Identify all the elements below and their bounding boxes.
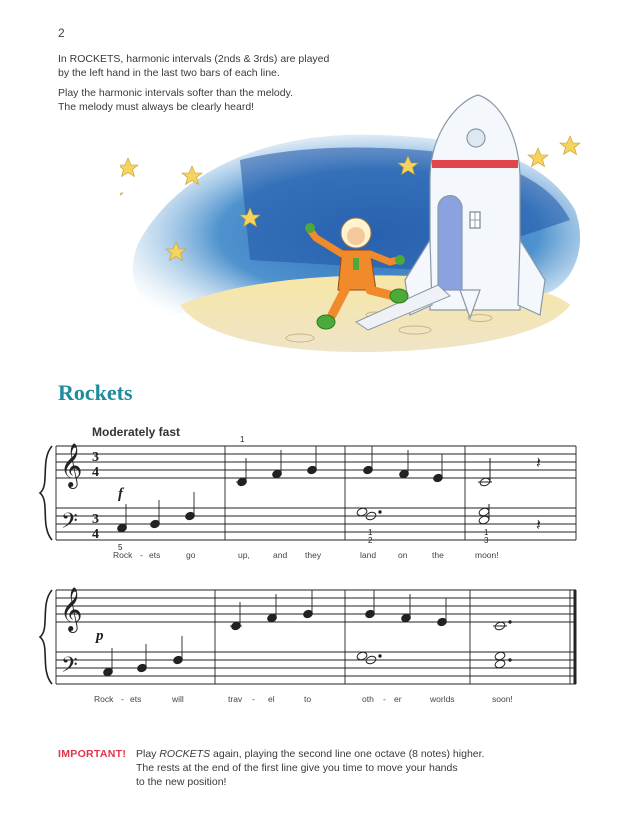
fingering-rh: 1 [240, 435, 245, 444]
fingering-m3-top: 1 [368, 528, 373, 537]
bass-interval-s2-m3 [356, 651, 381, 665]
staff-lines-2 [56, 590, 576, 684]
svg-text:ets: ets [130, 694, 142, 704]
treble-notes-s2-m2 [230, 590, 313, 631]
important-text [136, 747, 556, 789]
svg-text:up,: up, [238, 550, 250, 560]
svg-text:and: and [273, 550, 288, 560]
svg-text:will: will [172, 694, 184, 704]
treble-notes-m3 [363, 446, 444, 483]
page-number: 2 [58, 26, 65, 40]
brace [40, 446, 52, 540]
bass-clef: 𝄢 [61, 509, 78, 539]
time-signature-bottom-bass: 4 [92, 527, 99, 542]
svg-text:worlds: worlds [430, 694, 455, 704]
intro-line-3: Play the harmonic intervals softer than the melody. [58, 87, 294, 99]
tempo-marking: Moderately fast [92, 425, 181, 439]
svg-text:-: - [121, 694, 124, 704]
intro-line-2: by the left hand in the last two bars of each line. [58, 67, 280, 79]
svg-text:oth: oth [362, 694, 374, 704]
treble-clef-2: 𝄞 [60, 587, 83, 631]
fingering-lh: 5 [118, 543, 123, 552]
important-note [58, 747, 485, 788]
important-line-3: to the new position! [136, 776, 227, 788]
intro-line-4: The melody must always be clearly heard! [58, 101, 255, 113]
brace-2 [40, 590, 52, 684]
fingering-m4-top: 1 [484, 528, 489, 537]
svg-text:go: go [186, 550, 196, 560]
rocket-astronaut-illustration [120, 90, 600, 360]
svg-text:-: - [252, 694, 255, 704]
svg-text:the: the [432, 550, 444, 560]
quarter-rest-bass: 𝄽 [536, 515, 541, 534]
svg-text:Rock: Rock [113, 550, 133, 560]
treble-notes-s2-m3 [365, 590, 448, 627]
dynamic-forte: f [118, 486, 123, 502]
bass-interval-m4 [478, 504, 490, 525]
fingering-m3-bottom: 2 [368, 536, 373, 545]
svg-text:el: el [268, 694, 275, 704]
important-line-2: The rests at the end of the first line give you time to move your hands [136, 762, 458, 774]
svg-text:er: er [394, 694, 402, 704]
intro-paragraph-1 [58, 52, 329, 80]
svg-text:-: - [140, 550, 143, 560]
lyrics-2 [94, 694, 513, 704]
svg-text:soon!: soon! [492, 694, 513, 704]
svg-text:to: to [304, 694, 312, 704]
intro-line-1: In ROCKETS, harmonic intervals (2nds & 3rds) are played [58, 53, 330, 65]
svg-text:Rock: Rock [94, 694, 114, 704]
piece-title: Rockets [58, 380, 133, 405]
music-system-2 [0, 580, 628, 710]
svg-text:land: land [360, 550, 377, 560]
svg-text:moon!: moon! [475, 550, 499, 560]
svg-text:on: on [398, 550, 408, 560]
time-signature-bottom-treble: 4 [92, 465, 99, 480]
bass-notes-s2-m1 [103, 636, 184, 677]
svg-text:-: - [383, 694, 386, 704]
treble-notes-m2 [236, 446, 317, 487]
time-signature-top-treble: 3 [92, 450, 99, 465]
svg-text:trav: trav [228, 694, 243, 704]
svg-text:ets: ets [149, 550, 161, 560]
fingering-m4-bottom: 3 [484, 536, 489, 545]
quarter-rest-treble: 𝄽 [536, 453, 541, 472]
dynamic-piano: p [96, 628, 104, 644]
bass-interval-m3 [356, 507, 381, 521]
music-system-1 [0, 430, 628, 570]
treble-clef: 𝄞 [60, 443, 83, 487]
lyrics-1 [113, 550, 499, 560]
important-line-1: Play ROCKETS again, playing the second line one octave (8 notes) higher. [136, 748, 485, 760]
bass-notes-m1 [117, 492, 196, 533]
time-signature-top-bass: 3 [92, 512, 99, 527]
bass-clef-2: 𝄢 [61, 653, 78, 683]
svg-text:they: they [305, 550, 322, 560]
important-label: IMPORTANT! [58, 748, 127, 760]
